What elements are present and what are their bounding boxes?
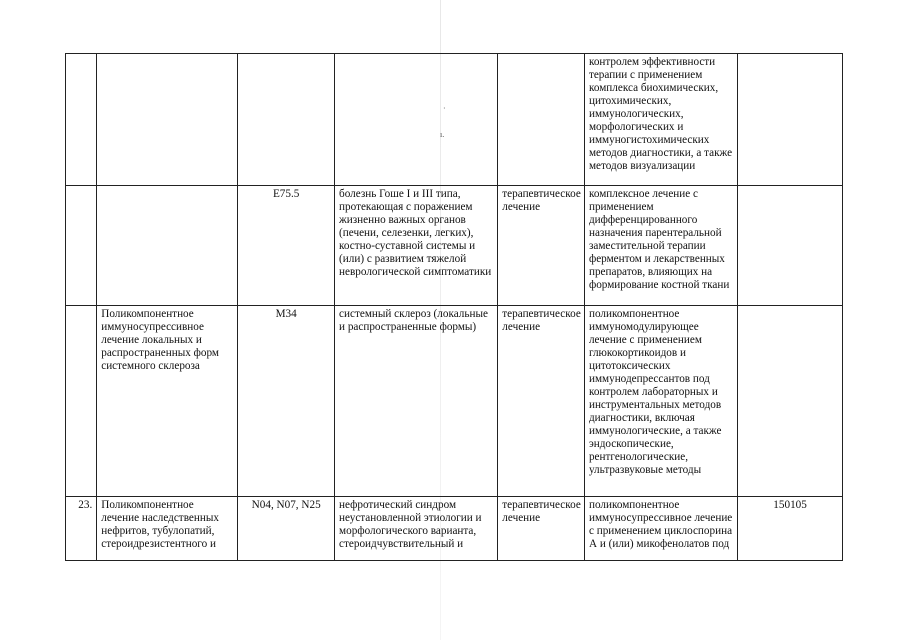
treatment-method: контролем эффективности терапии с применением комплекса биохимических, цитохимических, иммунологических, морфологических и иммуногистохимических методов диагностики, а также методов визуализации [584, 54, 737, 186]
care-type-name: Поликомпонентное лечение наследственных нефритов, тубулопатий, стероидрезистентного и [97, 497, 238, 561]
table-row [66, 306, 843, 497]
treatment-method: поликомпонентное иммуносупрессивное лечение с применением циклоспорина А и (или) микофенолатов под [584, 497, 737, 561]
table-row [66, 497, 843, 561]
disease-model [335, 54, 498, 186]
financial-norm [738, 54, 843, 186]
treatment-type: терапевтическое лечение [498, 186, 585, 306]
treatment-method: поликомпонентное иммуномодулирующее лечение с применением глюкокортикоидов и цитотоксических иммунодепрессантов под контролем лабораторных и инструментальных методов диагностики, включая иммунологические, а также эндоскопические, рентгенологические, ультразвуковые методы [584, 306, 737, 497]
financial-norm [738, 306, 843, 497]
row-number [66, 306, 97, 497]
care-type-name [97, 54, 238, 186]
scan-speck: · [443, 104, 446, 113]
financial-norm [738, 186, 843, 306]
treatment-method: комплексное лечение с применением дифференцированного назначения парентеральной заместительной терапии ферментом и лекарственных препаратов, влияющих на формирование костной ткани [584, 186, 737, 306]
row-number [66, 186, 97, 306]
scan-speck: ı. [440, 130, 445, 139]
table-row [66, 186, 843, 306]
treatment-type: терапевтическое лечение [498, 497, 585, 561]
care-type-name [97, 186, 238, 306]
icd-code: M34 [238, 306, 335, 497]
disease-model: нефротический синдром неустановленной этиологии и морфологического варианта, стероидчувствительный и [335, 497, 498, 561]
financial-norm: 150105 [738, 497, 843, 561]
medical-care-table [65, 53, 843, 561]
care-type-name: Поликомпонентное иммуносупрессивное лечение локальных и распространенных форм системного склероза [97, 306, 238, 497]
treatment-type [498, 54, 585, 186]
icd-code: E75.5 [238, 186, 335, 306]
table-row [66, 54, 843, 186]
disease-model: болезнь Гоше I и III типа, протекающая с поражением жизненно важных органов (печени, селезенки, легких), костно-суставной системы и (или) с развитием тяжелой неврологической симптоматики [335, 186, 498, 306]
disease-model: системный склероз (локальные и распространенные формы) [335, 306, 498, 497]
row-number: 23. [66, 497, 97, 561]
icd-code: N04, N07, N25 [238, 497, 335, 561]
treatment-type: терапевтическое лечение [498, 306, 585, 497]
row-number [66, 54, 97, 186]
icd-code [238, 54, 335, 186]
